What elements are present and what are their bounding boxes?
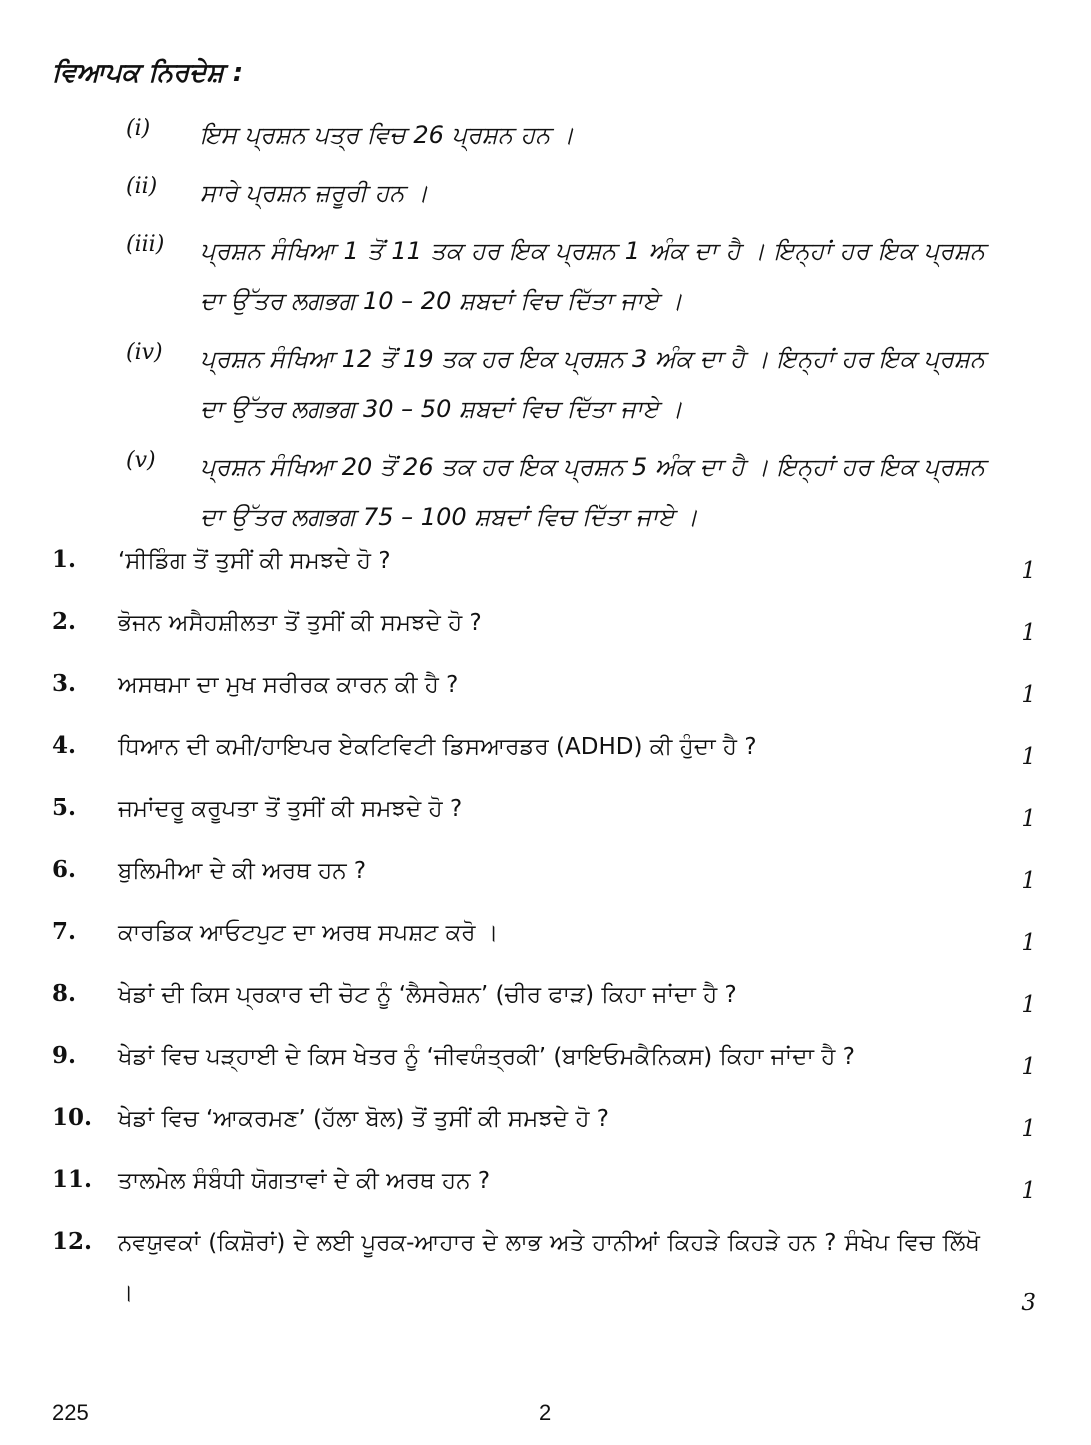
question-text: ‘ਸੀਡਿੰਗ ਤੋਂ ਤੁਸੀਂ ਕੀ ਸਮਝਦੇ ਹੋ ? — [118, 548, 391, 574]
question-marks: 1 — [1021, 744, 1036, 770]
question-item — [0, 780, 1091, 834]
instruction-number: (iv) — [126, 340, 163, 365]
instruction-item — [0, 110, 1091, 160]
question-item — [0, 1090, 1091, 1144]
question-text: ਜਮਾਂਦਰੂ ਕਰੂਪਤਾ ਤੋਂ ਤੁਸੀਂ ਕੀ ਸਮਝਦੇ ਹੋ ? — [118, 796, 463, 822]
question-marks: 1 — [1021, 682, 1036, 708]
question-text: ਕਾਰਡਿਕ ਆਓਟਪੁਟ ਦਾ ਅਰਥ ਸਪਸ਼ਟ ਕਰੋ । — [118, 920, 499, 946]
question-item — [0, 1028, 1091, 1082]
question-item — [0, 718, 1091, 772]
question-item — [0, 1214, 1091, 1318]
page-number: 2 — [539, 1400, 552, 1425]
instruction-item — [0, 168, 1091, 218]
question-item — [0, 966, 1091, 1020]
instruction-number: (v) — [126, 448, 156, 473]
question-number: 2. — [52, 608, 77, 635]
instruction-text: ਪ੍ਰਸ਼ਨ ਸੰਖਿਆ 12 ਤੋਂ 19 ਤਕ ਹਰ ਇਕ ਪ੍ਰਸ਼ਨ 3 ਅੰਕ ਦਾ ਹੈ । ਇਨ੍ਹਾਂ ਹਰ ਇਕ ਪ੍ਰਸ਼ਨ ਦਾ ਉੱਤਰ ਲਗਭਗ 30 – 50 ਸ਼ਬਦਾਂ ਵਿਚ ਦਿੱਤਾ ਜਾਏ । — [200, 345, 985, 423]
question-marks: 3 — [1021, 1290, 1036, 1316]
question-text: ਧਿਆਨ ਦੀ ਕਮੀ/ਹਾਇਪਰ ਏਕਟਿਵਿਟੀ ਡਿਸਆਰਡਰ (ADHD) ਕੀ ਹੁੰਦਾ ਹੈ ? — [118, 734, 757, 760]
question-marks: 1 — [1021, 1178, 1036, 1204]
question-item — [0, 904, 1091, 958]
instructions-list — [0, 110, 1091, 550]
question-number: 3. — [52, 670, 77, 697]
question-text: ਖੇਡਾਂ ਦੀ ਕਿਸ ਪ੍ਰਕਾਰ ਦੀ ਚੋਟ ਨੂੰ ‘ਲੈਸਰੇਸ਼ਨ’ (ਚੀਰ ਫਾੜ) ਕਿਹਾ ਜਾਂਦਾ ਹੈ ? — [118, 982, 737, 1008]
question-text: ਭੋਜਨ ਅਸੈਹਸ਼ੀਲਤਾ ਤੋਂ ਤੁਸੀਂ ਕੀ ਸਮਝਦੇ ਹੋ ? — [118, 610, 482, 636]
question-marks: 1 — [1021, 1054, 1036, 1080]
question-number: 8. — [52, 980, 77, 1007]
question-number: 6. — [52, 856, 77, 883]
question-text: ਖੇਡਾਂ ਵਿਚ ‘ਆਕਰਮਣ’ (ਹੱਲਾ ਬੋਲ) ਤੋਂ ਤੁਸੀਂ ਕੀ ਸਮਝਦੇ ਹੋ ? — [118, 1106, 610, 1132]
paper-code: 225 — [52, 1400, 89, 1425]
question-number: 1. — [52, 546, 77, 573]
questions-list — [0, 532, 1091, 1326]
question-number: 5. — [52, 794, 77, 821]
question-item — [0, 842, 1091, 896]
question-marks: 1 — [1021, 558, 1036, 584]
instruction-text: ਸਾਰੇ ਪ੍ਰਸ਼ਨ ਜ਼ਰੂਰੀ ਹਨ । — [200, 179, 429, 207]
instruction-number: (iii) — [126, 232, 165, 257]
question-number: 10. — [52, 1104, 93, 1131]
instruction-text: ਇਸ ਪ੍ਰਸ਼ਨ ਪਤ੍ਰ ਵਿਚ 26 ਪ੍ਰਸ਼ਨ ਹਨ । — [200, 121, 575, 149]
instruction-number: (i) — [126, 116, 151, 141]
question-item — [0, 594, 1091, 648]
instruction-text: ਪ੍ਰਸ਼ਨ ਸੰਖਿਆ 1 ਤੋਂ 11 ਤਕ ਹਰ ਇਕ ਪ੍ਰਸ਼ਨ 1 ਅੰਕ ਦਾ ਹੈ । ਇਨ੍ਹਾਂ ਹਰ ਇਕ ਪ੍ਰਸ਼ਨ ਦਾ ਉੱਤਰ ਲਗਭਗ 10 – 20 ਸ਼ਬਦਾਂ ਵਿਚ ਦਿੱਤਾ ਜਾਏ । — [200, 237, 985, 315]
question-number: 4. — [52, 732, 77, 759]
question-number: 9. — [52, 1042, 77, 1069]
question-number: 7. — [52, 918, 77, 945]
question-text: ਤਾਲਮੇਲ ਸੰਬੰਧੀ ਯੋਗਤਾਵਾਂ ਦੇ ਕੀ ਅਰਥ ਹਨ ? — [118, 1168, 491, 1194]
question-marks: 1 — [1021, 620, 1036, 646]
question-text: ਬੁਲਿਮੀਆ ਦੇ ਕੀ ਅਰਥ ਹਨ ? — [118, 858, 367, 884]
question-marks: 1 — [1021, 930, 1036, 956]
question-number: 12. — [52, 1228, 93, 1255]
question-number: 11. — [52, 1166, 93, 1193]
question-item — [0, 532, 1091, 586]
question-marks: 1 — [1021, 1116, 1036, 1142]
question-text: ਅਸਥਮਾ ਦਾ ਮੁਖ ਸਰੀਰਕ ਕਾਰਨ ਕੀ ਹੈ ? — [118, 672, 459, 698]
question-text: ਨਵਯੁਵਕਾਂ (ਕਿਸ਼ੋਰਾਂ) ਦੇ ਲਈ ਪੂਰਕ-ਆਹਾਰ ਦੇ ਲਾਭ ਅਤੇ ਹਾਨੀਆਂ ਕਿਹੜੇ ਕਿਹੜੇ ਹਨ ? ਸੰਖੇਪ ਵਿਚ ਲਿੱਖੋ । — [118, 1230, 980, 1306]
question-marks: 1 — [1021, 868, 1036, 894]
instruction-item — [0, 442, 1091, 542]
instruction-item — [0, 226, 1091, 326]
question-marks: 1 — [1021, 806, 1036, 832]
instruction-text: ਪ੍ਰਸ਼ਨ ਸੰਖਿਆ 20 ਤੋਂ 26 ਤਕ ਹਰ ਇਕ ਪ੍ਰਸ਼ਨ 5 ਅੰਕ ਦਾ ਹੈ । ਇਨ੍ਹਾਂ ਹਰ ਇਕ ਪ੍ਰਸ਼ਨ ਦਾ ਉੱਤਰ ਲਗਭਗ 75 – 100 ਸ਼ਬਦਾਂ ਵਿਚ ਦਿੱਤਾ ਜਾਏ । — [200, 453, 985, 531]
instruction-item — [0, 334, 1091, 434]
general-instructions-heading: ਵਿਆਪਕ ਨਿਰਦੇਸ਼ : — [52, 58, 244, 88]
question-item — [0, 656, 1091, 710]
question-text: ਖੇਡਾਂ ਵਿਚ ਪੜ੍ਹਾਈ ਦੇ ਕਿਸ ਖੇਤਰ ਨੂੰ ‘ਜੀਵਯੰਤ੍ਰਕੀ’ (ਬਾਇਓਮਕੈਨਿਕਸ) ਕਿਹਾ ਜਾਂਦਾ ਹੈ ? — [118, 1044, 855, 1070]
question-marks: 1 — [1021, 992, 1036, 1018]
question-item — [0, 1152, 1091, 1206]
instruction-number: (ii) — [126, 174, 158, 199]
